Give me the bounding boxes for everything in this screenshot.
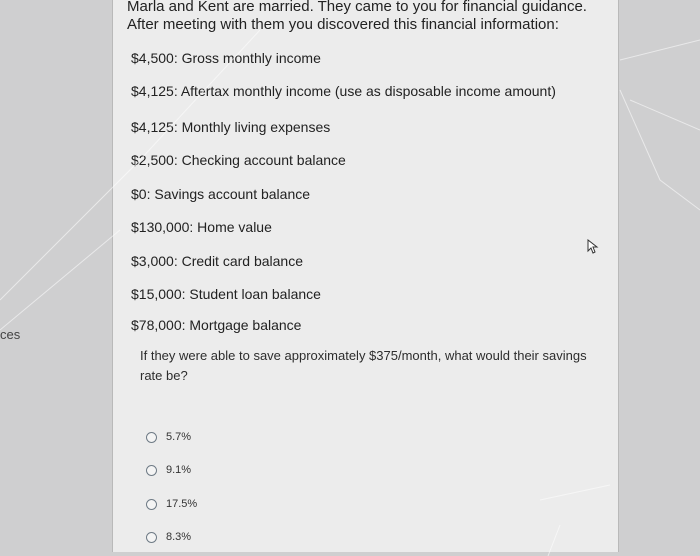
radio-button[interactable] <box>146 432 157 443</box>
answer-option-3[interactable] <box>146 498 197 510</box>
question-panel <box>112 0 619 552</box>
mouse-cursor-icon <box>587 239 599 260</box>
question-text: If they were able to save approximately $375/month, what would their savings rate be? <box>140 348 587 383</box>
answer-option-label: 5.7% <box>166 431 192 443</box>
fact-gross-income: $4,500: Gross monthly income <box>131 50 321 66</box>
answer-option-label: 8.3% <box>166 531 192 543</box>
answer-option-label: 17.5% <box>166 498 198 510</box>
fact-savings-balance: $0: Savings account balance <box>131 186 311 202</box>
fact-checking-balance: $2,500: Checking account balance <box>131 152 346 168</box>
answer-option-2[interactable] <box>146 464 191 476</box>
intro-line-2: After meeting with them you discovered this financial information: <box>127 16 559 33</box>
radio-button[interactable] <box>146 499 157 510</box>
fact-home-value: $130,000: Home value <box>131 219 272 235</box>
fact-living-expenses: $4,125: Monthly living expenses <box>131 119 331 135</box>
sidebar-label: ces <box>0 327 21 342</box>
answer-option-4[interactable] <box>146 531 191 543</box>
fact-mortgage-balance: $78,000: Mortgage balance <box>131 317 302 333</box>
fact-credit-card-balance: $3,000: Credit card balance <box>131 253 303 269</box>
answer-option-1[interactable] <box>146 431 191 443</box>
fact-aftertax-income: $4,125: Aftertax monthly income (use as disposable income amount) <box>131 83 556 99</box>
radio-button[interactable] <box>146 465 157 476</box>
radio-button[interactable] <box>146 532 157 543</box>
intro-line-1: Marla and Kent are married. They came to you for financial guidance. <box>127 0 587 15</box>
answer-option-label: 9.1% <box>166 464 192 476</box>
fact-student-loan-balance: $15,000: Student loan balance <box>131 286 321 302</box>
